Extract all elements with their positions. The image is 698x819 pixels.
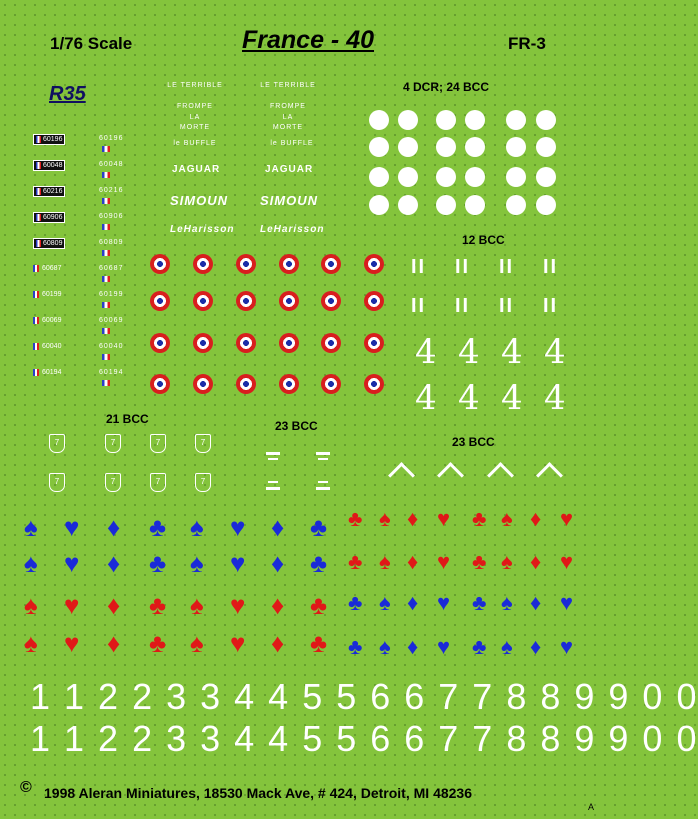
roundel-icon [236, 291, 256, 311]
spade-icon: ♠ [190, 512, 204, 542]
flag-icon [102, 198, 110, 204]
diamond-icon: ♦ [530, 506, 542, 531]
four-marking: 4 [501, 332, 523, 372]
roundel-icon [150, 333, 170, 353]
corner-mark: A [588, 802, 595, 812]
diamond-icon: ♦ [407, 634, 419, 659]
bars-marking: II [455, 295, 471, 317]
label-23bcc-mid: 23 BCC [275, 419, 318, 433]
registration-number: 60196 [99, 135, 124, 142]
roundel-icon [236, 254, 256, 274]
four-marking: 4 [415, 332, 437, 372]
heart-icon: ♥ [230, 548, 246, 578]
diamond-icon: ♦ [530, 634, 542, 659]
flag-icon [102, 224, 110, 230]
diamond-icon: ♦ [107, 548, 121, 578]
heart-icon: ♥ [64, 548, 80, 578]
heart-icon: ♥ [560, 549, 574, 574]
heart-icon: ♥ [560, 634, 574, 659]
bars-marking: II [455, 256, 471, 278]
flag-icon [102, 380, 110, 386]
registration-number: 60040 [99, 343, 124, 350]
flag-icon [102, 328, 110, 334]
flag-icon [102, 276, 110, 282]
club-icon: ♣ [149, 628, 167, 658]
diamond-icon: ♦ [407, 590, 419, 615]
spade-icon: ♠ [501, 634, 513, 659]
spade-icon: ♠ [190, 590, 204, 620]
dash-marking [318, 481, 328, 483]
spade-icon: ♠ [501, 506, 513, 531]
registration-plate: 60196 [33, 134, 65, 145]
heart-icon: ♥ [64, 590, 80, 620]
roundel-icon [364, 333, 384, 353]
r35-label: R35 [49, 83, 86, 105]
diamond-icon: ♦ [407, 506, 419, 531]
white-disc [536, 110, 556, 130]
spade-icon: ♠ [24, 590, 38, 620]
heart-icon: ♥ [560, 506, 574, 531]
name-frompe-right: FROMPE [270, 103, 306, 110]
name-morte-left: MORTE [179, 124, 211, 131]
club-icon: ♣ [348, 506, 363, 531]
club-icon: ♣ [310, 548, 328, 578]
heart-icon: ♥ [437, 506, 451, 531]
spade-icon: ♠ [501, 549, 513, 574]
white-disc [465, 110, 485, 130]
dash-marking [316, 452, 330, 455]
roundel-icon [321, 374, 341, 394]
spade-icon: ♠ [379, 506, 391, 531]
white-disc [369, 167, 389, 187]
number-row-2: 1 1 2 2 3 3 4 4 5 5 6 6 7 7 8 8 9 9 0 0 [30, 718, 698, 759]
white-disc [465, 167, 485, 187]
heart-icon: ♥ [437, 549, 451, 574]
club-icon: ♣ [472, 590, 487, 615]
registration-plate: 60194 [33, 368, 61, 377]
registration-number: 60069 [99, 317, 124, 324]
spade-icon: ♠ [24, 548, 38, 578]
club-icon: ♣ [310, 512, 328, 542]
diamond-icon: ♦ [107, 590, 121, 620]
diamond-icon: ♦ [530, 590, 542, 615]
white-disc [398, 167, 418, 187]
white-disc [398, 195, 418, 215]
club-icon: ♣ [310, 590, 328, 620]
diamond-icon: ♦ [107, 628, 121, 658]
flag-icon [102, 302, 110, 308]
white-disc [398, 137, 418, 157]
registration-number: 60216 [99, 187, 124, 194]
dash-marking [268, 481, 278, 483]
club-icon: ♣ [149, 512, 167, 542]
shield-icon: 7 [150, 434, 166, 453]
shield-icon: 7 [49, 434, 65, 453]
label-12bcc: 12 BCC [462, 233, 505, 247]
name-terrible-left: LE TERRIBLE [167, 82, 223, 89]
diamond-icon: ♦ [271, 512, 285, 542]
diamond-icon: ♦ [107, 512, 121, 542]
four-marking: 4 [458, 332, 480, 372]
diamond-icon: ♦ [271, 590, 285, 620]
dash-marking [266, 487, 280, 490]
white-disc [506, 110, 526, 130]
bars-marking: II [411, 256, 427, 278]
registration-plate: 60687 [33, 264, 61, 273]
white-disc [465, 195, 485, 215]
spade-icon: ♠ [24, 512, 38, 542]
roundel-icon [236, 333, 256, 353]
white-disc [536, 195, 556, 215]
sheet-title: France - 40 [242, 26, 375, 54]
white-disc [506, 167, 526, 187]
white-disc [436, 110, 456, 130]
copyright-icon: © [20, 779, 32, 796]
label-23bcc-right: 23 BCC [452, 435, 495, 449]
name-simoun-right: SIMOUN [260, 193, 318, 208]
chevron-icon [487, 462, 514, 489]
sheet-code: FR-3 [508, 34, 546, 53]
label-21bcc: 21 BCC [106, 412, 149, 426]
roundel-icon [150, 254, 170, 274]
white-disc [536, 167, 556, 187]
club-icon: ♣ [310, 628, 328, 658]
name-la-left: LA [189, 114, 201, 121]
name-jaguar-left: JAGUAR [172, 164, 221, 175]
registration-number: 60194 [99, 369, 124, 376]
name-jaguar-right: JAGUAR [265, 164, 314, 175]
roundel-icon [193, 333, 213, 353]
diamond-icon: ♦ [530, 549, 542, 574]
club-icon: ♣ [149, 590, 167, 620]
footer-text: 1998 Aleran Miniatures, 18530 Mack Ave, # 424, Detroit, MI 48236 [44, 785, 472, 801]
flag-icon [102, 354, 110, 360]
registration-plate: 60216 [33, 186, 65, 197]
shield-icon: 7 [195, 434, 211, 453]
heart-icon: ♥ [230, 512, 246, 542]
name-buffle-left: le BUFFLE [173, 140, 217, 147]
bars-marking: II [499, 295, 515, 317]
flag-icon [102, 172, 110, 178]
shield-icon: 7 [150, 473, 166, 492]
name-buffle-right: le BUFFLE [270, 140, 314, 147]
four-marking: 4 [544, 332, 566, 372]
white-disc [369, 195, 389, 215]
heart-icon: ♥ [64, 512, 80, 542]
flag-icon [102, 146, 110, 152]
roundel-icon [321, 254, 341, 274]
registration-number: 60048 [99, 161, 124, 168]
spade-icon: ♠ [24, 628, 38, 658]
roundel-icon [150, 374, 170, 394]
registration-plate: 60906 [33, 212, 65, 223]
chevron-icon [388, 462, 415, 489]
white-disc [506, 195, 526, 215]
chevron-icon [536, 462, 563, 489]
roundel-icon [193, 254, 213, 274]
registration-number: 60199 [99, 291, 124, 298]
name-harisson-left: LeHarisson [170, 224, 235, 235]
name-simoun-left: SIMOUN [170, 193, 228, 208]
registration-plate: 60809 [33, 238, 65, 249]
spade-icon: ♠ [190, 628, 204, 658]
heart-icon: ♥ [560, 590, 574, 615]
white-disc [369, 110, 389, 130]
roundel-icon [364, 254, 384, 274]
roundel-icon [364, 291, 384, 311]
heart-icon: ♥ [230, 628, 246, 658]
club-icon: ♣ [472, 506, 487, 531]
roundel-icon [193, 291, 213, 311]
name-harisson-right: LeHarisson [260, 224, 325, 235]
name-frompe-left: FROMPE [177, 103, 213, 110]
white-disc [369, 137, 389, 157]
four-marking: 4 [501, 378, 523, 418]
spade-icon: ♠ [379, 634, 391, 659]
dash-marking [316, 487, 330, 490]
registration-plate: 60040 [33, 342, 61, 351]
label-4dcr-24bcc: 4 DCR; 24 BCC [403, 80, 490, 94]
heart-icon: ♥ [437, 590, 451, 615]
diamond-icon: ♦ [271, 628, 285, 658]
white-disc [436, 195, 456, 215]
diamond-icon: ♦ [407, 549, 419, 574]
registration-number: 60809 [99, 239, 124, 246]
bars-marking: II [411, 295, 427, 317]
club-icon: ♣ [472, 634, 487, 659]
diamond-icon: ♦ [271, 548, 285, 578]
registration-number: 60687 [99, 265, 124, 272]
spade-icon: ♠ [379, 549, 391, 574]
four-marking: 4 [458, 378, 480, 418]
shield-icon: 7 [105, 473, 121, 492]
heart-icon: ♥ [437, 634, 451, 659]
white-disc [398, 110, 418, 130]
bars-marking: II [543, 295, 559, 317]
roundel-icon [321, 291, 341, 311]
dash-marking [318, 458, 328, 460]
number-row-1: 1 1 2 2 3 3 4 4 5 5 6 6 7 7 8 8 9 9 0 0 [30, 676, 698, 717]
spade-icon: ♠ [379, 590, 391, 615]
club-icon: ♣ [472, 549, 487, 574]
name-la-right: LA [282, 114, 294, 121]
club-icon: ♣ [348, 549, 363, 574]
roundel-icon [321, 333, 341, 353]
scale-label: 1/76 Scale [50, 34, 133, 53]
shield-icon: 7 [195, 473, 211, 492]
roundel-icon [193, 374, 213, 394]
name-terrible-right: LE TERRIBLE [260, 82, 316, 89]
heart-icon: ♥ [64, 628, 80, 658]
bars-marking: II [543, 256, 559, 278]
club-icon: ♣ [149, 548, 167, 578]
club-icon: ♣ [348, 590, 363, 615]
bars-marking: II [499, 256, 515, 278]
roundel-icon [279, 291, 299, 311]
registration-plate: 60069 [33, 316, 61, 325]
flag-icon [102, 250, 110, 256]
registration-number: 60906 [99, 213, 124, 220]
dash-marking [268, 458, 278, 460]
four-marking: 4 [544, 378, 566, 418]
spade-icon: ♠ [501, 590, 513, 615]
registration-plate: 60199 [33, 290, 61, 299]
white-disc [436, 137, 456, 157]
roundel-icon [236, 374, 256, 394]
roundel-icon [150, 291, 170, 311]
white-disc [536, 137, 556, 157]
white-disc [465, 137, 485, 157]
dash-marking [266, 452, 280, 455]
shield-icon: 7 [105, 434, 121, 453]
club-icon: ♣ [348, 634, 363, 659]
spade-icon: ♠ [190, 548, 204, 578]
chevron-icon [437, 462, 464, 489]
four-marking: 4 [415, 378, 437, 418]
heart-icon: ♥ [230, 590, 246, 620]
roundel-icon [279, 254, 299, 274]
roundel-icon [364, 374, 384, 394]
registration-plate: 60048 [33, 160, 65, 171]
white-disc [506, 137, 526, 157]
roundel-icon [279, 374, 299, 394]
white-disc [436, 167, 456, 187]
shield-icon: 7 [49, 473, 65, 492]
name-morte-right: MORTE [272, 124, 304, 131]
roundel-icon [279, 333, 299, 353]
